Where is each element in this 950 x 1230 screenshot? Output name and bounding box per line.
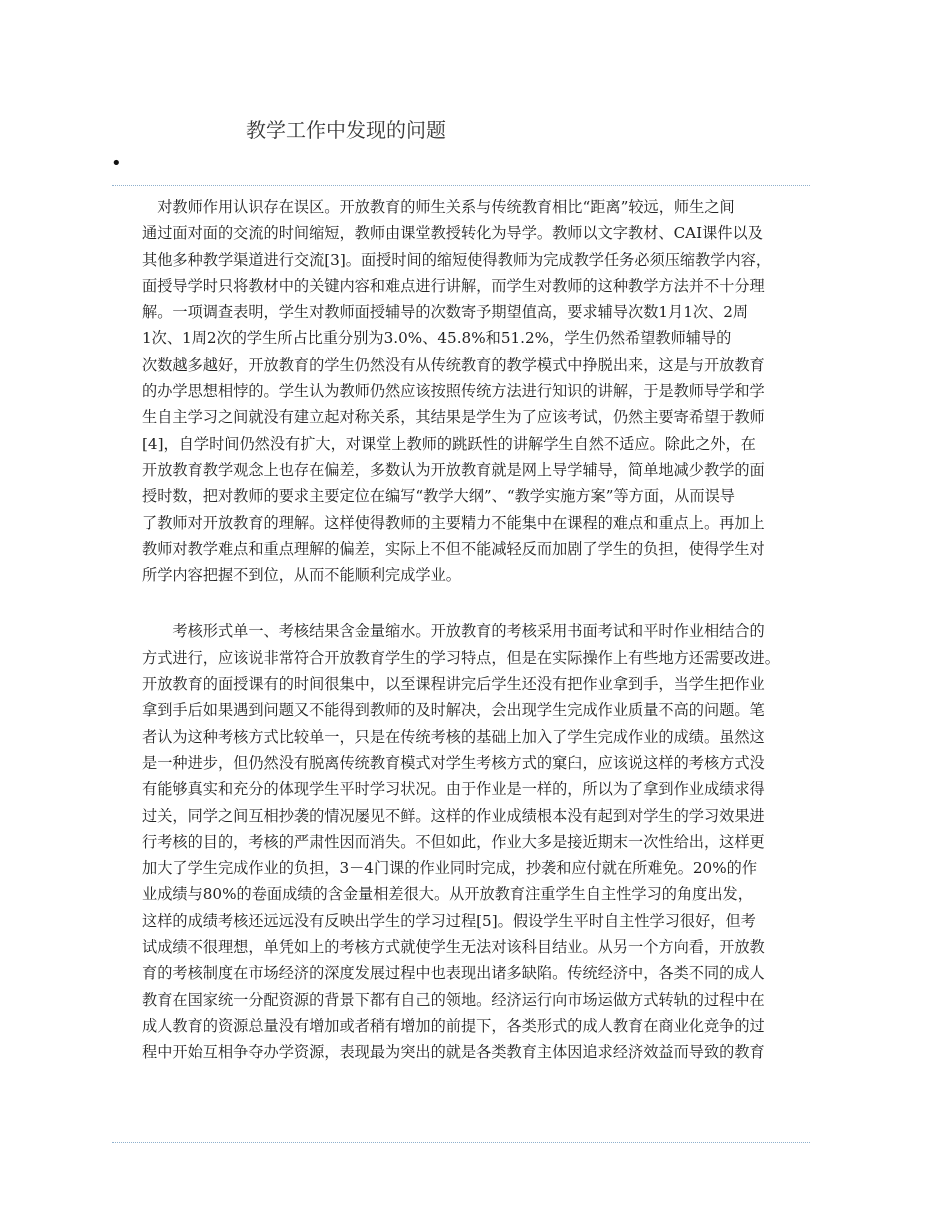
text-line: 的办学思想相悖的。学生认为教师仍然应该按照传统方法进行知识的讲解，于是教师导学和学 — [142, 382, 765, 401]
bottom-dotted-divider — [112, 1142, 810, 1143]
text-line: 次数越多越好，开放教育的学生仍然没有从传统教育的教学模式中挣脱出来，这是与开放教育 — [142, 355, 765, 374]
text-line: 教师对教学难点和重点理解的偏差，实际上不但不能减轻反而加剧了学生的负担，使得学生对 — [142, 539, 765, 558]
text-line: 教育在国家统一分配资源的背景下都有自己的领地。经济运行向市场运做方式转轨的过程中在 — [142, 990, 765, 1009]
text-line: 加大了学生完成作业的负担，3－4门课的作业同时完成，抄袭和应付就在所难免。20%的作 — [142, 859, 758, 878]
bullet-marker: • — [111, 153, 122, 174]
text-line: 授时数，把对教师的要求主要定位在编写“教学大纲”、“教学实施方案”等方面，从而误导 — [142, 487, 735, 506]
text-line: 试成绩不很理想，单凭如上的考核方式就使学生无法对该科目结业。从另一个方向看，开放教 — [142, 938, 765, 957]
paragraph-2 — [142, 618, 822, 1065]
text-line: 考核形式单一、考核结果含金量缩水。开放教育的考核采用书面考试和平时作业相结合的 — [142, 622, 765, 641]
text-line: 程中开始互相争夺办学资源，表现最为突出的就是各类教育主体因追求经济效益而导致的教育 — [142, 1043, 765, 1062]
text-line: 是一种进步，但仍然没有脱离传统教育模式对学生考核方式的窠臼，应该说这样的考核方式没 — [142, 753, 765, 772]
text-line: 面授导学时只将教材中的关键内容和难点进行讲解，而学生对教师的这种教学方法并不十分理 — [142, 276, 765, 295]
text-line: 开放教育的面授课有的时间很集中，以至课程讲完后学生还没有把作业拿到手，当学生把作业 — [142, 675, 765, 694]
page-title: 教学工作中发现的问题 — [246, 118, 446, 142]
paragraph-1 — [142, 194, 822, 588]
text-line: 者认为这种考核方式比较单一，只是在传统考核的基础上加入了学生完成作业的成绩。虽然这 — [142, 727, 765, 746]
text-line: [4]，自学时间仍然没有扩大，对课堂上教师的跳跃性的讲解学生自然不适应。除此之外，在 — [142, 434, 756, 453]
text-line: 开放教育教学观念上也存在偏差，多数认为开放教育就是网上导学辅导，简单地减少教学的面 — [142, 460, 765, 479]
text-line: 过关，同学之间互相抄袭的情况屡见不鲜。这样的作业成绩根本没有起到对学生的学习效果进 — [142, 806, 765, 825]
text-line: 对教师作用认识存在误区。开放教育的师生关系与传统教育相比“距离”较远，师生之间 — [142, 198, 735, 216]
top-dotted-divider — [112, 185, 810, 186]
text-line: 拿到手后如果遇到问题又不能得到教师的及时解决，会出现学生完成作业质量不高的问题。笔 — [142, 701, 765, 720]
text-line: 1次、1周2次的学生所占比重分别为3.0%、45.8%和51.2%，学生仍然希望教师辅导的 — [142, 329, 732, 348]
text-line: 成人教育的资源总量没有增加或者稍有增加的前提下，各类形式的成人教育在商业化竞争的过 — [142, 1016, 765, 1035]
text-line: 有能够真实和充分的体现学生平时学习状况。由于作业是一样的，所以为了拿到作业成绩求得 — [142, 780, 765, 799]
text-line: 解。一项调查表明，学生对教师面授辅导的次数寄予期望值高，要求辅导次数1月1次、2周 — [142, 303, 749, 322]
text-line: 业成绩与80%的卷面成绩的含金量相差很大。从开放教育注重学生自主性学习的角度出发， — [142, 885, 753, 904]
text-line: 育的考核制度在市场经济的深度发展过程中也表现出诸多缺陷。传统经济中，各类不同的成人 — [142, 964, 765, 983]
text-line: 了教师对开放教育的理解。这样使得教师的主要精力不能集中在课程的难点和重点上。再加上 — [142, 513, 765, 532]
text-line: 所学内容把握不到位，从而不能顺利完成学业。 — [142, 566, 461, 585]
text-line: 通过面对面的交流的时间缩短，教师由课堂教授转化为导学。教师以文字教材、CAI课件以及 — [142, 224, 763, 243]
article-body — [142, 194, 822, 1066]
text-line: 生自主学习之间就没有建立起对称关系，其结果是学生为了应该考试，仍然主要寄希望于教师 — [142, 408, 765, 427]
text-line: 其他多种教学渠道进行交流[3]。面授时间的缩短使得教师为完成教学任务必须压缩教学内容， — [142, 250, 772, 269]
text-line: 这样的成绩考核还远远没有反映出学生的学习过程[5]。假设学生平时自主性学习很好，但考 — [142, 911, 756, 930]
text-line: 方式进行，应该说非常符合开放教育学生的学习特点，但是在实际操作上有些地方还需要改进。 — [142, 648, 780, 667]
paragraph-spacer — [142, 588, 822, 618]
text-line: 行考核的目的，考核的严肃性因而消失。不但如此，作业大多是接近期末一次性给出，这样更 — [142, 832, 765, 851]
